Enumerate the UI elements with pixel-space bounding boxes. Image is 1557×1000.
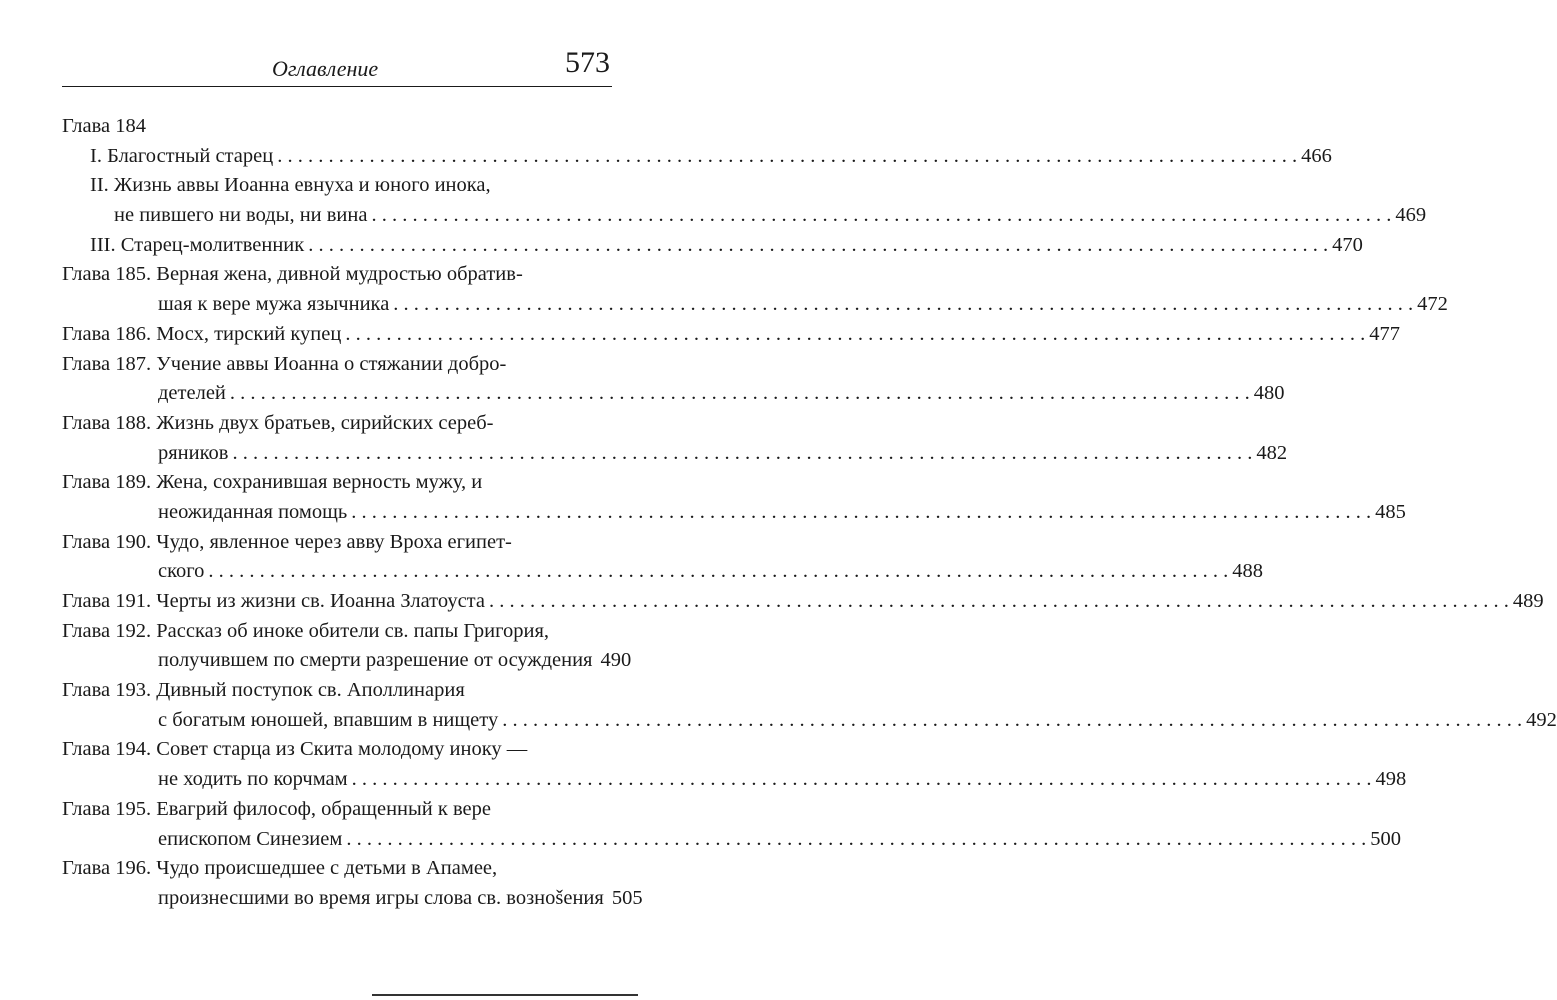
leader-dots [502, 706, 1522, 736]
toc-entry [62, 231, 1363, 261]
toc-entry [62, 528, 616, 558]
footer-rule [372, 994, 638, 996]
toc-page-number: 472 [1417, 293, 1448, 316]
toc-page-number: 490 [600, 649, 632, 672]
toc-entry-text: произнесшими во время игры слова св. вознošения [158, 886, 604, 909]
running-title: Оглавление [272, 56, 379, 81]
toc-page-number: 492 [1526, 708, 1557, 731]
toc-entry-text: ского [158, 560, 205, 583]
toc-entry-continuation [62, 557, 1264, 587]
leader-dots [346, 825, 1366, 855]
leader-dots [489, 587, 1509, 617]
toc-entry-text: шая к вере мужа язычника [158, 293, 390, 316]
toc-entry-text: неожиданная помощь [158, 500, 348, 523]
toc-entry [62, 676, 616, 706]
toc-page-number: 466 [1301, 144, 1332, 167]
toc-page-number: 477 [1369, 322, 1400, 345]
toc-entry [62, 320, 1400, 350]
toc-entry-continuation [62, 498, 1406, 528]
toc-page-number: 488 [1232, 560, 1264, 583]
toc-entry-text: I. Благостный старец [90, 144, 274, 167]
toc-entry-continuation [62, 290, 1448, 320]
toc-entry-continuation [62, 825, 1401, 855]
leader-dots [371, 201, 1391, 231]
toc-entry-text: Глава 184 [62, 115, 147, 137]
toc-page-number: 498 [1375, 768, 1407, 791]
leader-dots [308, 231, 1328, 261]
toc-entry-text: Глава 192. Рассказ об иноке обители св. папы Григория, [62, 619, 550, 642]
toc-entry-text: Глава 196. Чудо происшедшее с детьми в Апамее, [62, 857, 498, 880]
toc-entry-text: Глава 193. Дивный поступок св. Аполлинария [62, 679, 465, 702]
toc-entry-text: Глава 190. Чудо, явленное через авву Вроха египет- [62, 530, 512, 553]
toc-entry-text: II. Жизнь аввы Иоанна евнуха и юного инока, [90, 174, 491, 197]
toc-entry [62, 617, 616, 647]
toc-entry-text: Глава 186. Мосх, тирский купец [62, 322, 342, 345]
toc-page-number: 485 [1375, 500, 1406, 523]
toc-entry [62, 350, 616, 380]
toc-entry-continuation [62, 201, 1427, 231]
toc-entry-text: ряников [158, 441, 229, 464]
leader-dots [230, 379, 1250, 409]
toc-entry-text: Глава 195. Евагрий философ, обращенный к вере [62, 797, 491, 820]
toc-entry-text: Глава 191. Черты из жизни св. Иоанна Златоуста [62, 590, 485, 612]
toc-entry-text: не ходить по корчмам [158, 768, 348, 791]
toc-entry-text: с богатым юношей, впавшим в нищету [158, 708, 499, 731]
toc-entry [62, 587, 1544, 617]
toc-page-number: 480 [1253, 382, 1285, 405]
leader-dots [208, 557, 1228, 587]
toc-entry-text: епископом Синезием [158, 827, 343, 850]
leader-dots [351, 498, 1371, 528]
toc-entry-continuation [62, 884, 643, 914]
toc-page-number: 470 [1332, 233, 1363, 256]
toc-entry [62, 468, 616, 498]
toc-page-number: 500 [1370, 827, 1401, 850]
toc-entry-text: не пившего ни воды, ни вина [114, 204, 368, 227]
toc-entry-text: Глава 188. Жизнь двух братьев, сирийских сереб- [62, 411, 494, 434]
leader-dots [345, 320, 1365, 350]
toc-entry [62, 409, 616, 439]
leader-dots [232, 439, 1252, 469]
toc-page-number: 505 [611, 886, 643, 909]
toc-entry-continuation [62, 439, 1288, 469]
leader-dots [277, 142, 1297, 172]
toc-page-number: 482 [1256, 441, 1288, 464]
toc-entry-continuation [62, 646, 632, 676]
toc-entry [62, 795, 616, 825]
toc-entry-text: Глава 185. Верная жена, дивной мудростью обратив- [62, 263, 523, 286]
toc-entry-text: Глава 189. Жена, сохранившая верность мужу, и [62, 471, 483, 494]
toc-entry [62, 854, 616, 884]
toc-entry-text: детелей [158, 382, 226, 405]
toc-page-number: 469 [1395, 204, 1427, 227]
toc-page-number: 489 [1512, 590, 1544, 612]
page-number: 573 [565, 46, 610, 79]
toc-entry-continuation [62, 706, 1557, 736]
toc-entry-text: Глава 194. Совет старца из Скита молодому иноку — [62, 738, 528, 761]
toc-entry [62, 112, 616, 142]
toc-entry-text: получившем по смерти разрешение от осуждения [158, 649, 593, 672]
toc-entry [62, 735, 616, 765]
toc-entry [62, 260, 616, 290]
toc-entry-text: Глава 187. Учение аввы Иоанна о стяжании добро- [62, 352, 507, 375]
header-rule [62, 86, 612, 87]
toc-entry-continuation [62, 379, 1285, 409]
leader-dots [352, 765, 1372, 795]
toc-entry [62, 171, 616, 201]
toc-entry [62, 142, 1332, 172]
toc-entry-continuation [62, 765, 1407, 795]
table-of-contents [62, 112, 1557, 914]
toc-entry-text: III. Старец-молитвенник [90, 233, 305, 256]
leader-dots [393, 290, 1413, 320]
page-header [62, 44, 612, 84]
